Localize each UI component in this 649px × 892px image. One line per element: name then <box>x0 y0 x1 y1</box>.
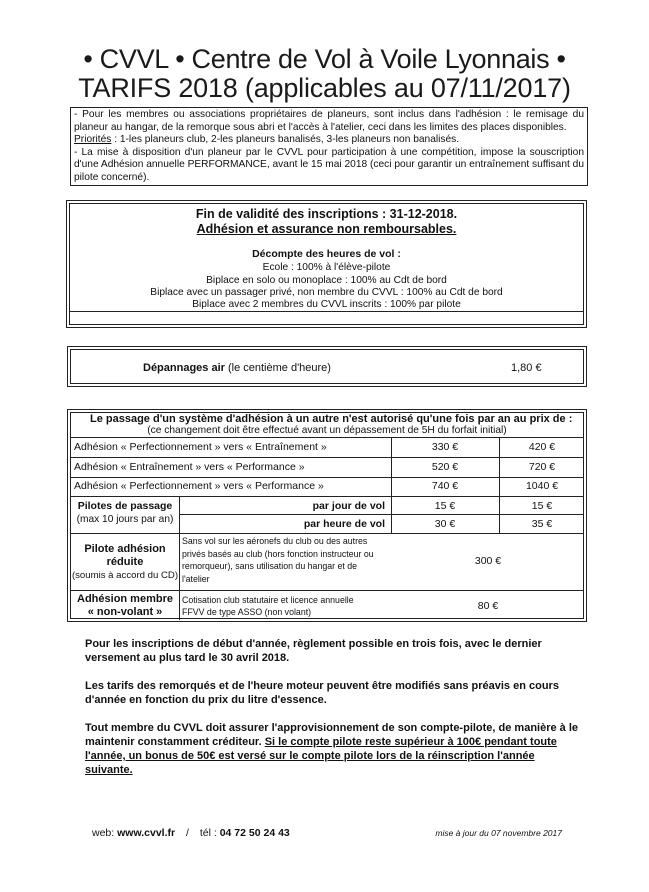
footer-web-label: web: <box>92 827 115 839</box>
pilotes-passage-value-1: 30 € <box>434 518 456 530</box>
row-divider <box>71 496 583 497</box>
decompte-item: Biplace avec un passager privé, non membre du CVVL : 100% au Cdt de bord <box>150 287 503 298</box>
pilote-reduite-title-2: réduite <box>106 556 144 568</box>
passage-header-2: (ce changement doit être effectué avant un dépassement de 5H du forfait initial) <box>147 425 507 436</box>
note-3 <box>85 721 585 777</box>
row-divider <box>71 437 583 438</box>
decompte-item: Ecole : 100% à l'élève-pilote <box>262 262 391 273</box>
col-divider <box>179 496 180 620</box>
intro-paragraph-3: - La mise à disposition d'un planeur par le CVVL pour participation à une compétition, impose la souscription d'une Adhésion annuelle PERFORMANCE, avant le 15 mai 2018 (ceci pour garantir un entraînement suffisant du pilote concerné). <box>74 146 584 183</box>
intro-box <box>70 107 588 186</box>
pricing-table-inner <box>70 412 584 619</box>
footer-tel: 04 72 50 24 43 <box>219 827 290 839</box>
non-volant-value: 80 € <box>477 600 499 612</box>
pilote-reduite-desc: privés basés au club (hors fonction instructeur ou <box>182 549 374 559</box>
note-2: Les tarifs des remorqués et de l'heure moteur peuvent être modifiés sans préavis en cours d'année en fonction du prix du litre d'essence. <box>85 680 559 706</box>
pricing-table <box>67 409 587 622</box>
validity-inner-frame <box>69 203 584 325</box>
depannage-label-bold: Dépannages air <box>143 362 225 374</box>
passage-header-1: Le passage d'un système d'adhésion à un autre n'est autorisé qu'une fois par an au prix de : <box>90 413 573 425</box>
pilote-reduite-desc: l'atelier <box>182 574 210 584</box>
pilote-reduite-value: 300 € <box>474 555 502 567</box>
intro-paragraph-1: - Pour les membres ou associations propriétaires de planeurs, sont inclus dans l'adhésion : le remisage du planeur au hangar, de la remorque sous abri et l'accès à l'atelier, ceci dans les limites des places disponibles. <box>74 109 584 133</box>
note-3-part-1: Tout membre du CVVL doit assurer l'approvisionnement de son compte-pilote, de manière à le maintenir constamment créditeur. <box>85 722 579 748</box>
passage-row-label: Adhésion « Perfectionnement » vers « Performance » <box>74 480 324 492</box>
title-line-2: TARIFS 2018 (applicables au 07/11/2017) <box>78 73 571 103</box>
passage-row-label: Adhésion « Perfectionnement » vers « Entraînement » <box>74 441 327 453</box>
intro-priorites <box>74 134 584 147</box>
footer-tel-label: tél : <box>199 827 217 839</box>
notes <box>85 637 585 791</box>
pilotes-passage-value-2: 15 € <box>531 500 553 512</box>
row-divider <box>71 457 583 458</box>
depannage-inner-frame <box>70 349 584 384</box>
priorites-label: Priorités <box>74 134 112 145</box>
priorites-text: : 1-les planeurs club, 2-les planeurs banalisés, 3-les planeurs non banalisés. <box>111 134 460 145</box>
footer-update: mise à jour du 07 novembre 2017 <box>435 828 562 838</box>
validity-divider <box>70 311 583 312</box>
row-divider <box>71 477 583 478</box>
note-3-part-2: Si le compte pilote reste supérieur à 100€ pendant toute l'année, un bonus de 50€ est versé sur le compte pilote lors de la réinscription l'année suivante. <box>85 736 557 776</box>
row-divider <box>71 533 583 534</box>
footer-separator: / <box>186 827 189 839</box>
passage-row-value-1: 520 € <box>431 461 459 473</box>
depannage-label-rest: (le centième d'heure) <box>224 362 331 374</box>
row-divider <box>71 590 583 591</box>
decompte-title: Décompte des heures de vol : <box>252 248 401 260</box>
depannage-label <box>143 362 331 374</box>
pilotes-passage-value-2: 35 € <box>531 518 553 530</box>
note-1: Pour les inscriptions de début d'année, règlement possible en trois fois, avec le dernier versement au plus tard le 30 avril 2018. <box>85 638 542 664</box>
pilote-reduite-desc: Sans vol sur les aéronefs du club ou des autres <box>182 536 368 546</box>
pilotes-passage-value-1: 15 € <box>434 500 456 512</box>
pilotes-passage-row-label: par jour de vol <box>312 500 385 512</box>
non-volant-desc: Cotisation club statutaire et licence annuelle <box>182 595 354 605</box>
pilote-reduite-title-1: Pilote adhésion <box>84 543 166 555</box>
pilote-reduite-desc: remorqueur), sans utilisation du hangar et de <box>182 561 358 571</box>
passage-row-value-1: 740 € <box>431 480 459 492</box>
passage-row-value-2: 420 € <box>528 441 556 453</box>
row-divider <box>179 514 583 515</box>
decompte-item: Biplace avec 2 membres du CVVL inscrits : 100% par pilote <box>192 299 461 310</box>
validity-box <box>66 200 587 328</box>
depannage-value: 1,80 € <box>511 362 542 374</box>
passage-row-value-2: 720 € <box>528 461 556 473</box>
pilotes-passage-sub: (max 10 jours par an) <box>76 514 174 525</box>
footer <box>92 827 562 839</box>
non-volant-title-1: Adhésion membre <box>77 593 173 605</box>
pilotes-passage-row-label: par heure de vol <box>303 518 385 530</box>
decompte-item: Biplace en solo ou monoplace : 100% au Cdt de bord <box>206 275 447 286</box>
non-volant-desc: FFVV de type ASSO (non volant) <box>182 607 312 617</box>
pilotes-passage-title: Pilotes de passage <box>77 500 173 512</box>
passage-row-value-2: 1040 € <box>525 480 559 492</box>
depannage-box <box>67 346 587 387</box>
passage-row-label: Adhésion « Entraînement » vers « Performance » <box>74 461 305 473</box>
title-line-1: • CVVL • Centre de Vol à Voile Lyonnais • <box>83 44 566 74</box>
footer-web-link[interactable]: www.cvvl.fr <box>117 827 176 839</box>
pilote-reduite-sub: (soumis à accord du CD) <box>71 570 179 581</box>
validity-line-2: Adhésion et assurance non remboursables. <box>196 222 457 236</box>
validity-line-1: Fin de validité des inscriptions : 31-12-2018. <box>195 207 458 221</box>
non-volant-title-2: « non-volant » <box>87 606 163 618</box>
passage-row-value-1: 330 € <box>431 441 459 453</box>
